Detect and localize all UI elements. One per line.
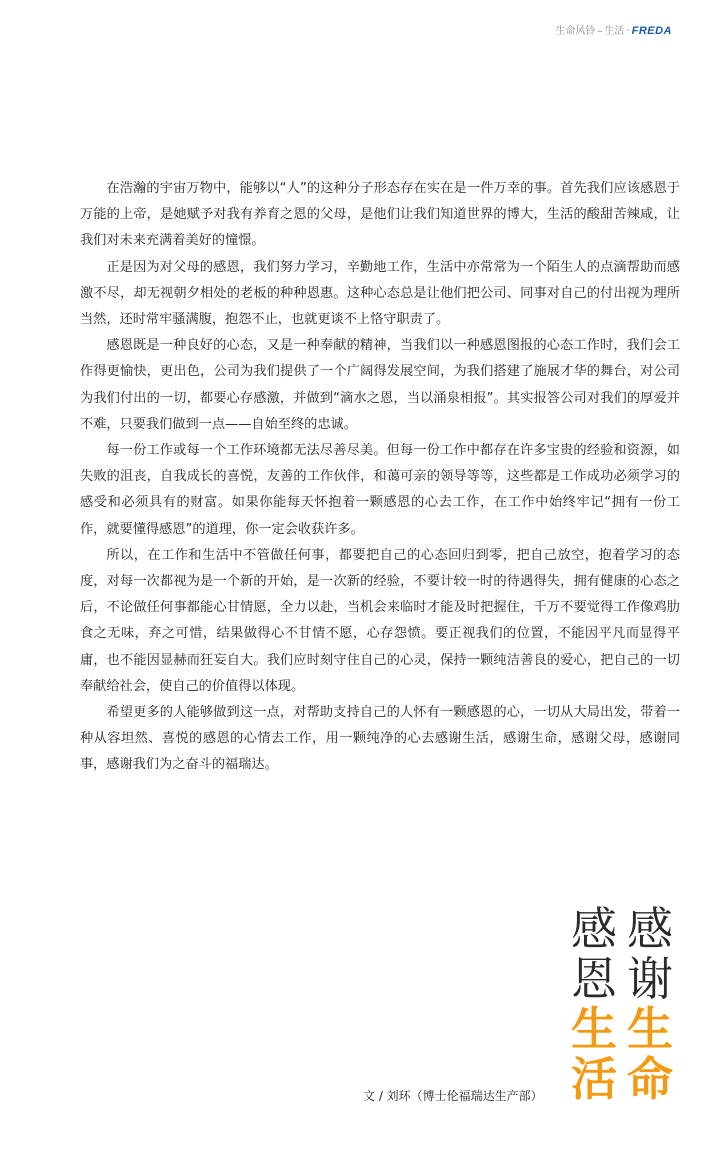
running-header [555,22,672,37]
paragraph-5: 所以，在工作和生活中不管做任何事，都要把自己的心态回归到零，把自己放空，抱着学习的态度，对每一次都视为是一个新的开始，是一次新的经验，不要计较一时的待遇得失，拥有健康的心态之后，不论做任何事都能心甘情愿，全力以赴，当机会来临时才能及时把握住，千万不要觉得工作像鸡肋食之无味，弃之可惜，结果做得心不甘情不愿，心存怨愤。要正视我们的位置，不能因平凡而显得平庸，也不能因显赫而狂妄自大。我们应时刻守住自己的心灵，保持一颗纯洁善良的爱心，把自己的一切奉献给社会，使自己的价值得以体现。 [80,547,680,694]
vertical-title [568,904,678,1104]
header-separator: – [597,26,603,37]
title-char-accent: 生 [571,1002,617,1056]
paragraph-1: 在浩瀚的宇宙万物中，能够以“人”的这种分子形态存在实在是一件万幸的事。首先我们应该感恩于万能的上帝，是她赋予对我有养育之恩的父母，是他们让我们知道世界的博大，生活的酸甜苦辣咸，让我们对未来充满着美好的憧憬。 [80,181,680,249]
title-char: 感 [571,902,617,956]
title-left-column [568,904,620,1104]
title-char: 谢 [627,952,673,1006]
title-char-accent: 命 [627,1052,673,1106]
paragraph-3: 感恩既是一种良好的心态，又是一种奉献的精神，当我们以一种感恩图报的心态工作时，我们会工作得更愉快，更出色，公司为我们提供了一个广阔得发展空间，为我们搭建了施展才华的舞台，对公司为我们付出的一切，都要心存感激，并做到“滴水之恩，当以涌泉相报”。其实报答公司对我们的厚爱并不难，只要我们做到一点——自始至终的忠诚。 [80,338,680,432]
paragraph-4: 每一份工作或每一个工作环境都无法尽善尽美。但每一份工作中都存在许多宝贵的经验和资源，如失败的沮丧，自我成长的喜悦，友善的工作伙伴，和蔼可亲的领导等等，这些都是工作成功必须学习的感受和必须具有的财富。如果你能每天怀抱着一颗感恩的心去工作，在工作中始终牢记“拥有一份工作，就要懂得感恩”的道理，你一定会收获许多。 [80,443,680,537]
title-char: 感 [627,902,673,956]
author-byline: 文 / 刘环（博士伦福瑞达生产部） [363,1089,543,1103]
header-dot: · [626,26,630,37]
article-body [80,176,680,779]
paragraph-6: 希望更多的人能够做到这一点，对帮助支持自己的人怀有一颗感恩的心，一切从大局出发，带着一种从容坦然、喜悦的感恩的心情去工作，用一颗纯净的心去感谢生活，感谢生命，感谢父母，感谢同事，感谢我们为之奋斗的福瑞达。 [80,705,680,773]
header-category: 生活 [604,26,625,37]
title-char-accent: 生 [627,1002,673,1056]
title-char-accent: 活 [571,1052,617,1106]
brand-logo: FREDA [631,25,672,37]
title-char: 恩 [571,952,617,1006]
header-section: 生命风铃 [555,26,596,37]
paragraph-2: 正是因为对父母的感恩，我们努力学习，辛勤地工作，生活中亦常常为一个陌生人的点滴帮助而感激不尽，却无视朝夕相处的老板的种种恩惠。这种心态总是让他们把公司、同事对自己的付出视为理所当然，还时常牢骚满腹，抱怨不止，也就更谈不上恪守职责了。 [80,259,680,328]
title-right-column [624,904,676,1104]
